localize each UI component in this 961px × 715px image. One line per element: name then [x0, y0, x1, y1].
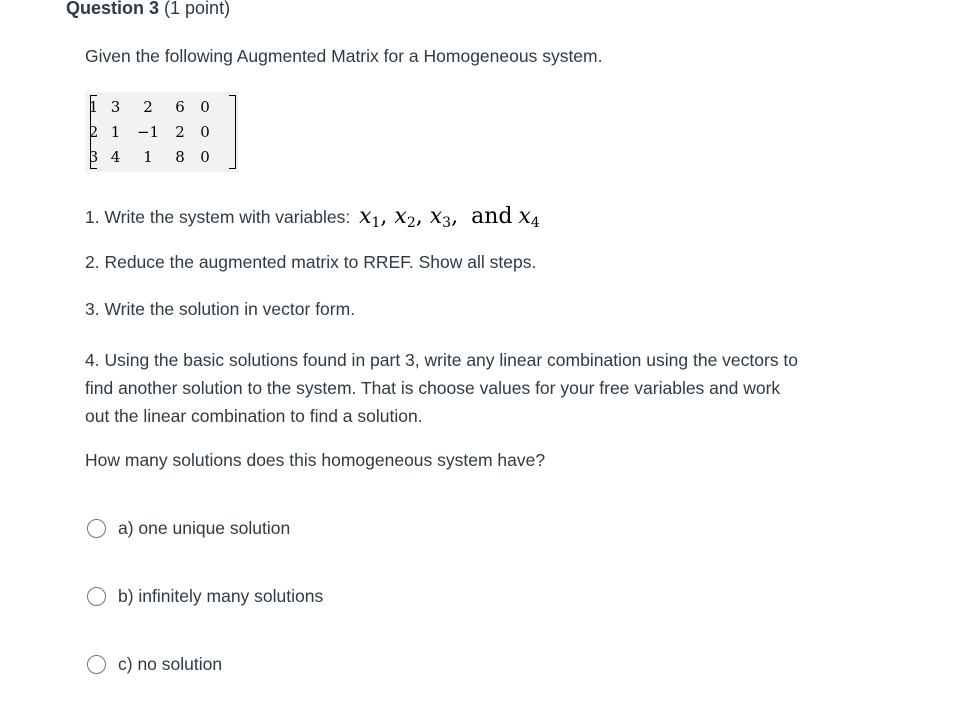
matrix-cell: 2	[143, 97, 153, 116]
matrix-cell: 3	[110, 97, 121, 116]
question-prompt: How many solutions does this homogeneous system have?	[85, 450, 546, 470]
matrix-cell: 2	[175, 122, 185, 141]
part-3: 3. Write the solution in vector form.	[85, 299, 356, 319]
matrix-cell: 1	[143, 147, 153, 166]
matrix-cell: 0	[200, 122, 210, 141]
radio-button[interactable]	[87, 519, 106, 538]
matrix-cell: 0	[200, 147, 210, 166]
matrix-cell: −1	[136, 122, 160, 141]
option-label[interactable]: c) no solution	[118, 654, 223, 674]
radio-button[interactable]	[87, 587, 106, 606]
option-label[interactable]: b) infinitely many solutions	[118, 586, 324, 606]
option-c[interactable]	[87, 654, 222, 675]
option-a[interactable]	[87, 518, 290, 539]
matrix-right-bracket	[229, 95, 236, 169]
matrix-cell: 1	[88, 97, 99, 116]
option-label[interactable]: a) one unique solution	[118, 518, 291, 538]
variables-math: $x_1$, $x_2$, $x_3$, and $x_4$	[359, 204, 540, 231]
matrix-cell: 6	[175, 97, 185, 116]
part-1	[85, 204, 540, 231]
matrix-table	[85, 92, 217, 169]
part-2: 2. Reduce the augmented matrix to RREF. Show all steps.	[85, 252, 537, 272]
part-4: 4. Using the basic solutions found in part 3, write any linear combination using the vectors to find another solution to the system. That is choose values for your free variables and work out the linear combination to find a solution.	[85, 350, 799, 426]
intro-text: Given the following Augmented Matrix for a Homogeneous system.	[85, 46, 603, 66]
question-number: Question 3	[66, 0, 160, 18]
matrix-cell: 2	[88, 122, 99, 141]
option-b[interactable]	[87, 586, 323, 607]
matrix-cell: 1	[110, 122, 121, 141]
question-header	[66, 0, 230, 19]
matrix-cell: 0	[200, 97, 210, 116]
matrix-cell: 8	[175, 147, 185, 166]
part-1-text: 1. Write the system with variables:	[85, 207, 351, 227]
question-points: (1 point)	[164, 0, 231, 18]
matrix-cell: 3	[88, 147, 99, 166]
matrix-cell: 4	[110, 147, 121, 166]
radio-button[interactable]	[87, 655, 106, 674]
augmented-matrix	[85, 92, 239, 172]
